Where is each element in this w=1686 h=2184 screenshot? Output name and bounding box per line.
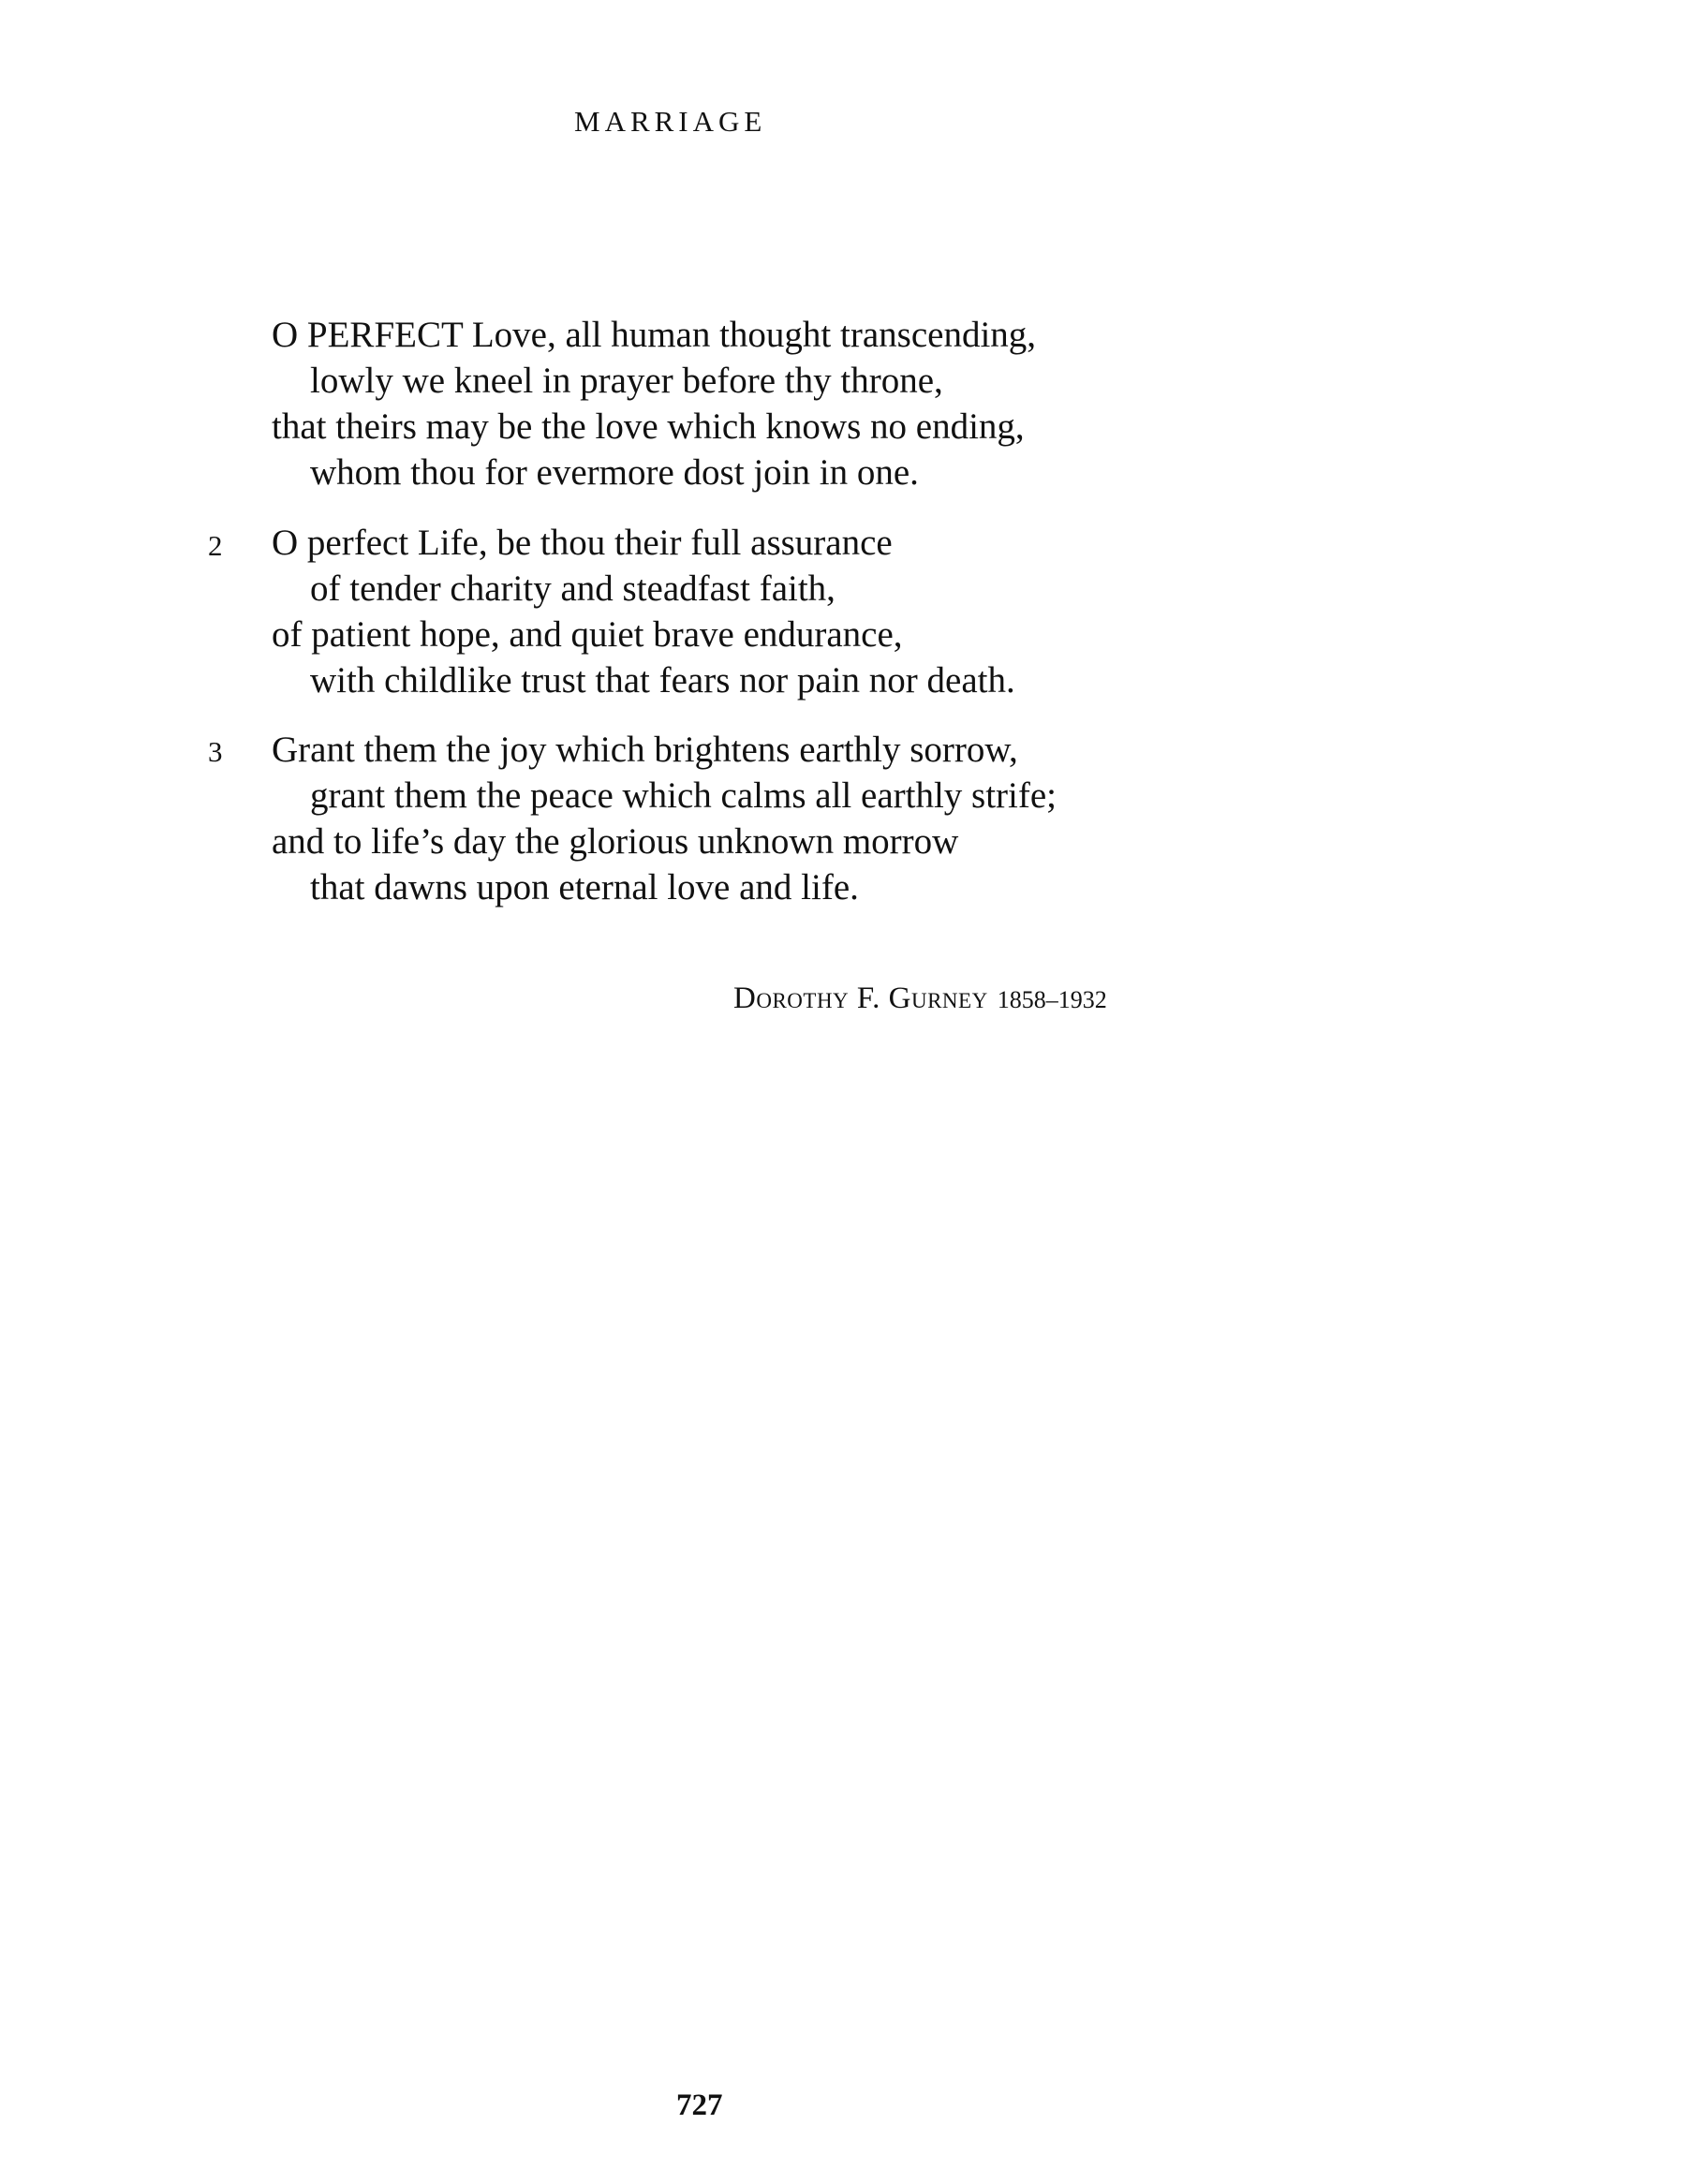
- verse-3-line-4: that dawns upon eternal love and life.: [310, 867, 859, 908]
- author-attribution: [733, 981, 1107, 1016]
- author-name: Dorothy F. Gurney: [733, 981, 988, 1015]
- verse-1-line-1: O PERFECT Love, all human thought transcending,: [272, 315, 1037, 355]
- verse-2-line-3: of patient hope, and quiet brave endurance,: [272, 614, 903, 655]
- verse-number: 3: [208, 735, 223, 768]
- verse-2-line-1: O perfect Life, be thou their full assurance: [272, 523, 893, 563]
- verse-3-line-2: grant them the peace which calms all earthly strife;: [310, 775, 1057, 816]
- section-title: MARRIAGE: [574, 105, 767, 138]
- verse-1-line-3: that theirs may be the love which knows no ending,: [272, 406, 1025, 447]
- verse-number: 2: [208, 529, 223, 562]
- verse-1-line-2: lowly we kneel in prayer before thy throne,: [310, 361, 943, 401]
- verse-3-line-1: Grant them the joy which brightens earthly sorrow,: [272, 730, 1018, 770]
- author-dates: 1858–1932: [997, 986, 1107, 1013]
- verse-2-line-4: with childlike trust that fears nor pain nor death.: [310, 660, 1015, 701]
- page-number: 727: [676, 2088, 723, 2122]
- verse-1-line-4: whom thou for evermore dost join in one.: [310, 452, 919, 493]
- verse-3-line-3: and to life’s day the glorious unknown morrow: [272, 821, 959, 862]
- verse-2-line-2: of tender charity and steadfast faith,: [310, 568, 836, 609]
